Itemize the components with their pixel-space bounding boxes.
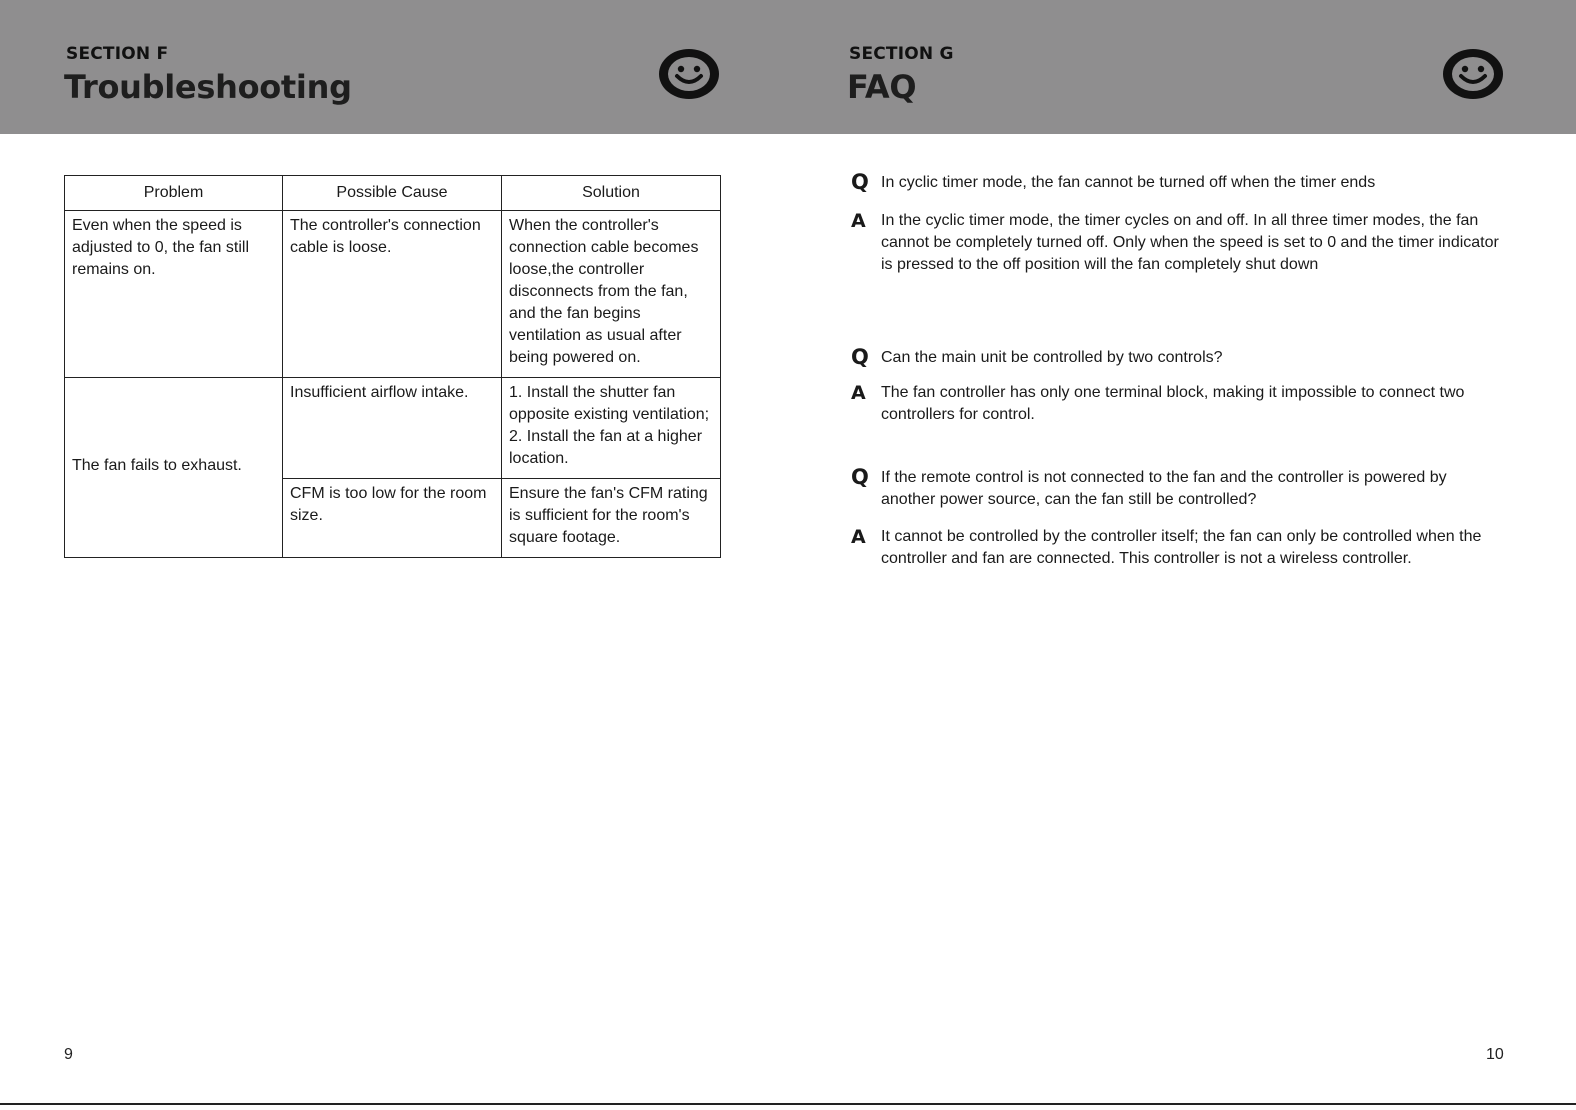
page-number-right: 10 bbox=[1486, 1046, 1504, 1063]
faq-item bbox=[849, 467, 1499, 570]
question-mark-label: Q bbox=[851, 170, 869, 194]
header-possible-cause: Possible Cause bbox=[283, 176, 502, 211]
troubleshooting-table bbox=[64, 175, 721, 558]
faq-item bbox=[849, 347, 1499, 426]
faq-answer bbox=[849, 210, 1499, 276]
question-text: In cyclic timer mode, the fan cannot be turned off when the timer ends bbox=[881, 174, 1376, 191]
problem-cell: The fan fails to exhaust. bbox=[65, 378, 283, 558]
question-mark-label: Q bbox=[851, 465, 869, 489]
answer-text: In the cyclic timer mode, the timer cycles on and off. In all three timer modes, the fan cannot be completely turned off. Only when the speed is set to 0 and the timer indicator is pressed to the off position will the fan completely shut down bbox=[881, 212, 1499, 273]
troubleshooting-title: Troubleshooting bbox=[64, 68, 352, 106]
solution-cell: When the controller's connection cable becomes loose,the controller disconnects from the fan, and the fan begins ventilation as usual after being powered on. bbox=[502, 211, 721, 378]
faq-item bbox=[849, 172, 1499, 276]
answer-mark-label: A bbox=[851, 526, 866, 548]
table-row bbox=[65, 211, 721, 378]
solution-cell: Ensure the fan's CFM rating is sufficient for the room's square footage. bbox=[502, 479, 721, 558]
header-problem: Problem bbox=[65, 176, 283, 211]
solution-cell: 1. Install the shutter fan opposite existing ventilation; 2. Install the fan at a higher location. bbox=[502, 378, 721, 479]
question-mark-label: Q bbox=[851, 345, 869, 369]
answer-mark-label: A bbox=[851, 382, 866, 404]
smiley-face-icon bbox=[658, 48, 720, 100]
answer-mark-label: A bbox=[851, 210, 866, 232]
section-g-label: SECTION G bbox=[849, 44, 954, 64]
question-text: Can the main unit be controlled by two controls? bbox=[881, 349, 1223, 366]
faq-title: FAQ bbox=[847, 68, 917, 106]
page-number-left: 9 bbox=[64, 1046, 73, 1063]
faq-question bbox=[849, 347, 1499, 369]
faq-question bbox=[849, 172, 1499, 194]
table-row bbox=[65, 378, 721, 479]
question-text: If the remote control is not connected to the fan and the controller is powered by another power source, can the fan still be controlled? bbox=[881, 469, 1447, 508]
faq-question bbox=[849, 467, 1499, 511]
cause-cell: CFM is too low for the room size. bbox=[283, 479, 502, 558]
cause-cell: The controller's connection cable is loose. bbox=[283, 211, 502, 378]
bottom-border-line bbox=[0, 1103, 1576, 1105]
section-f-label: SECTION F bbox=[66, 44, 169, 64]
header-solution: Solution bbox=[502, 176, 721, 211]
answer-text: It cannot be controlled by the controller itself; the fan can only be controlled when the controller and fan are connected. This controller is not a wireless controller. bbox=[881, 528, 1482, 567]
faq-answer bbox=[849, 382, 1499, 426]
problem-cell: Even when the speed is adjusted to 0, the fan still remains on. bbox=[65, 211, 283, 378]
cause-cell: Insufficient airflow intake. bbox=[283, 378, 502, 479]
faq-answer bbox=[849, 526, 1499, 570]
header-band bbox=[0, 0, 1576, 134]
table-header-row bbox=[65, 176, 721, 211]
answer-text: The fan controller has only one terminal block, making it impossible to connect two controllers for control. bbox=[881, 384, 1465, 423]
smiley-face-icon bbox=[1442, 48, 1504, 100]
